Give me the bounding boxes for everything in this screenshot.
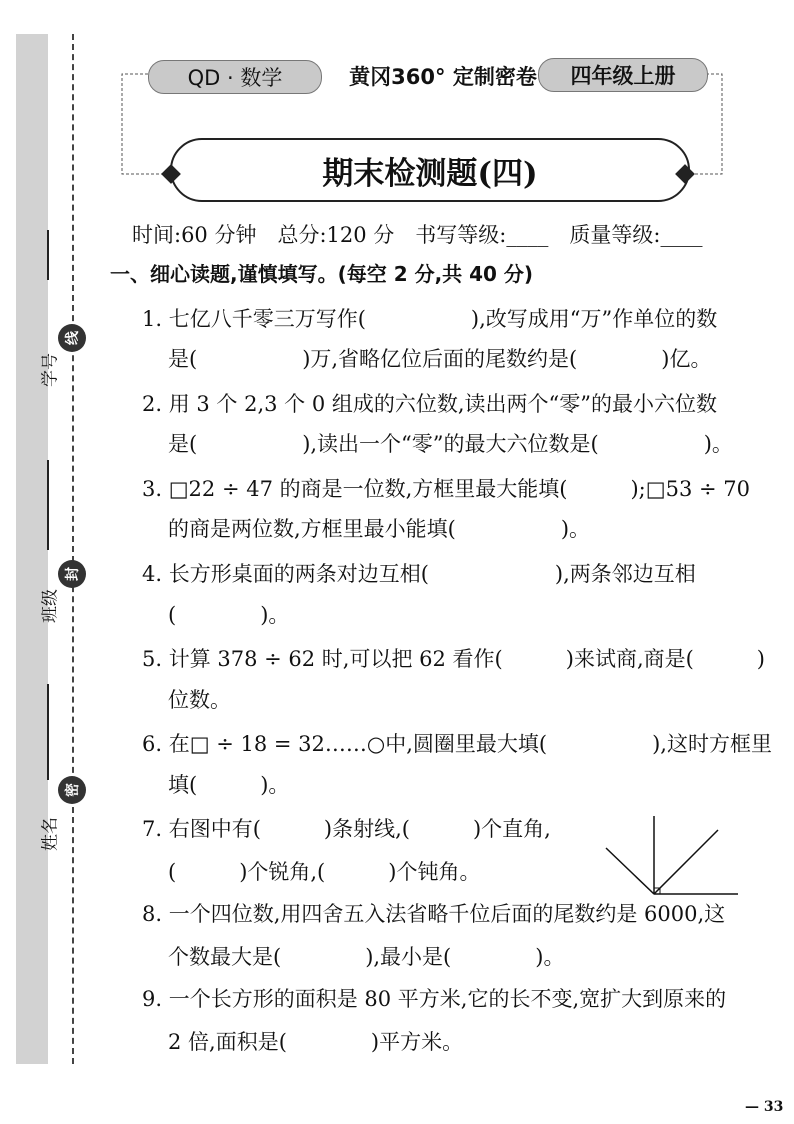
grade-pill: 四年级上册: [538, 58, 708, 92]
class-label: 班级: [40, 589, 61, 623]
q1-line1: 1. 七亿八千零三万写作( ),改写成用“万”作单位的数: [142, 307, 718, 331]
q6-line2: 填( )。: [168, 773, 290, 797]
header-frame-lines: [0, 0, 794, 240]
exam-info: 时间:60 分钟 总分:120 分 书写等级:____ 质量等级:____: [132, 223, 703, 247]
q7-line1: 7. 右图中有( )条射线,( )个直角,: [142, 817, 551, 841]
q4-line2: ( )。: [168, 603, 290, 627]
circle-mark: 密: [58, 776, 86, 804]
q8-line1: 8. 一个四位数,用四舍五入法省略千位后面的尾数约是 6000,这: [142, 902, 726, 926]
student-id-label: 学号: [40, 353, 61, 387]
q2-line2: 是( ),读出一个“零”的最大六位数是( )。: [168, 432, 733, 456]
q9-line2: 2 倍,面积是( )平方米。: [168, 1030, 464, 1054]
circle-line-mark: 线: [58, 324, 86, 352]
q3-line1: 3. □22 ÷ 47 的商是一位数,方框里最大能填( );□53 ÷ 70: [142, 477, 750, 501]
q3-line2: 的商是两位数,方框里最小能填( )。: [168, 517, 591, 541]
q9-line1: 9. 一个长方形的面积是 80 平方米,它的长不变,宽扩大到原来的: [142, 987, 727, 1011]
q2-line1: 2. 用 3 个 2,3 个 0 组成的六位数,读出两个“零”的最小六位数: [142, 392, 718, 416]
class-blank: [47, 460, 49, 550]
q1-line2: 是( )万,省略亿位后面的尾数约是( )亿。: [168, 347, 712, 371]
q5-line1: 5. 计算 378 ÷ 62 时,可以把 62 看作( )来试商,商是( ): [142, 647, 766, 671]
section-title: 一、细心读题,谨慎填写。(每空 2 分,共 40 分): [110, 262, 534, 286]
name-blank: [47, 684, 49, 780]
q6-line1: 6. 在□ ÷ 18 = 32……○中,圆圈里最大填( ),这时方框里: [142, 732, 772, 756]
series-title: 黄冈360° 定制密卷: [349, 65, 537, 89]
page-number: — 33: [745, 1099, 784, 1115]
q5-line2: 位数。: [168, 688, 231, 712]
exam-title: 期末检测题(四): [170, 138, 690, 202]
name-label: 姓名: [40, 817, 61, 851]
q7-line2: ( )个锐角,( )个钝角。: [168, 860, 481, 884]
q8-line2: 个数最大是( ),最小是( )。: [168, 945, 565, 969]
subject-pill: QD · 数学: [148, 60, 322, 94]
ray-angle-figure: [600, 810, 744, 900]
q4-line1: 4. 长方形桌面的两条对边互相( ),两条邻边互相: [142, 562, 696, 586]
circle-seal-mark: 封: [58, 560, 86, 588]
